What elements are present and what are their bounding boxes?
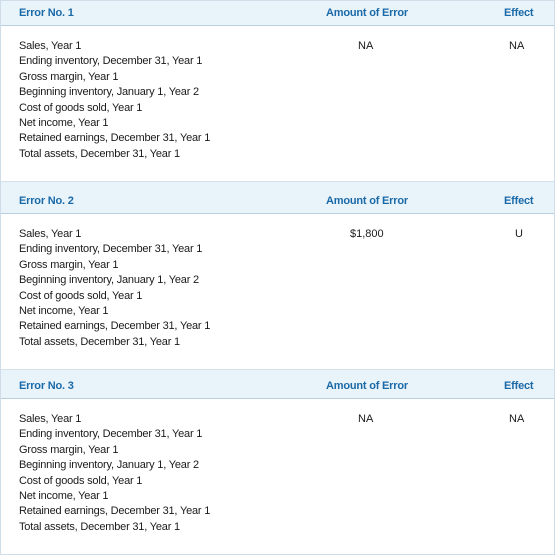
list-item: Total assets, December 31, Year 1 bbox=[19, 335, 180, 348]
item-list bbox=[19, 227, 210, 350]
section-body bbox=[1, 399, 554, 555]
effect-value: NA bbox=[509, 413, 525, 425]
list-item: Gross margin, Year 1 bbox=[19, 443, 119, 456]
effect-header: Effect bbox=[504, 380, 534, 392]
amount-header: Amount of Error bbox=[326, 195, 408, 207]
amount-header: Amount of Error bbox=[326, 380, 408, 392]
list-item: Total assets, December 31, Year 1 bbox=[19, 147, 180, 160]
section-body bbox=[1, 26, 554, 182]
list-item: Ending inventory, December 31, Year 1 bbox=[19, 243, 203, 256]
list-item: Gross margin, Year 1 bbox=[19, 70, 119, 83]
list-item: Cost of goods sold, Year 1 bbox=[19, 101, 143, 114]
amount-value: $1,800 bbox=[350, 228, 384, 240]
amount-value: NA bbox=[358, 40, 374, 52]
list-item: Net income, Year 1 bbox=[19, 304, 109, 317]
list-item: Ending inventory, December 31, Year 1 bbox=[19, 428, 203, 441]
list-item: Beginning inventory, January 1, Year 2 bbox=[19, 274, 199, 287]
error-section-2 bbox=[1, 189, 554, 370]
effect-header: Effect bbox=[504, 195, 534, 207]
list-item: Sales, Year 1 bbox=[19, 413, 82, 425]
error-section-1 bbox=[1, 1, 554, 182]
list-item: Beginning inventory, January 1, Year 2 bbox=[19, 86, 199, 99]
list-item: Cost of goods sold, Year 1 bbox=[19, 474, 143, 487]
list-item: Gross margin, Year 1 bbox=[19, 258, 119, 271]
list-item: Beginning inventory, January 1, Year 2 bbox=[19, 459, 199, 472]
item-list bbox=[19, 412, 210, 535]
amount-header: Amount of Error bbox=[326, 7, 408, 19]
list-item: Retained earnings, December 31, Year 1 bbox=[19, 505, 211, 518]
effect-header: Effect bbox=[504, 7, 534, 19]
effect-value: U bbox=[515, 228, 523, 240]
list-item: Ending inventory, December 31, Year 1 bbox=[19, 55, 203, 68]
list-item: Cost of goods sold, Year 1 bbox=[19, 289, 143, 302]
error-title: Error No. 3 bbox=[19, 380, 74, 392]
section-body bbox=[1, 214, 554, 370]
section-header bbox=[1, 1, 554, 26]
list-item: Total assets, December 31, Year 1 bbox=[19, 520, 180, 533]
list-item: Sales, Year 1 bbox=[19, 40, 82, 52]
list-item: Net income, Year 1 bbox=[19, 489, 109, 502]
section-header bbox=[1, 189, 554, 214]
amount-value: NA bbox=[358, 413, 374, 425]
error-section-3 bbox=[1, 374, 554, 555]
section-header bbox=[1, 374, 554, 399]
list-item: Retained earnings, December 31, Year 1 bbox=[19, 320, 211, 333]
effect-value: NA bbox=[509, 40, 525, 52]
item-list bbox=[19, 39, 210, 162]
error-title: Error No. 2 bbox=[19, 195, 74, 207]
list-item: Net income, Year 1 bbox=[19, 116, 109, 129]
list-item: Retained earnings, December 31, Year 1 bbox=[19, 132, 211, 145]
error-title: Error No. 1 bbox=[19, 7, 74, 19]
list-item: Sales, Year 1 bbox=[19, 228, 82, 240]
